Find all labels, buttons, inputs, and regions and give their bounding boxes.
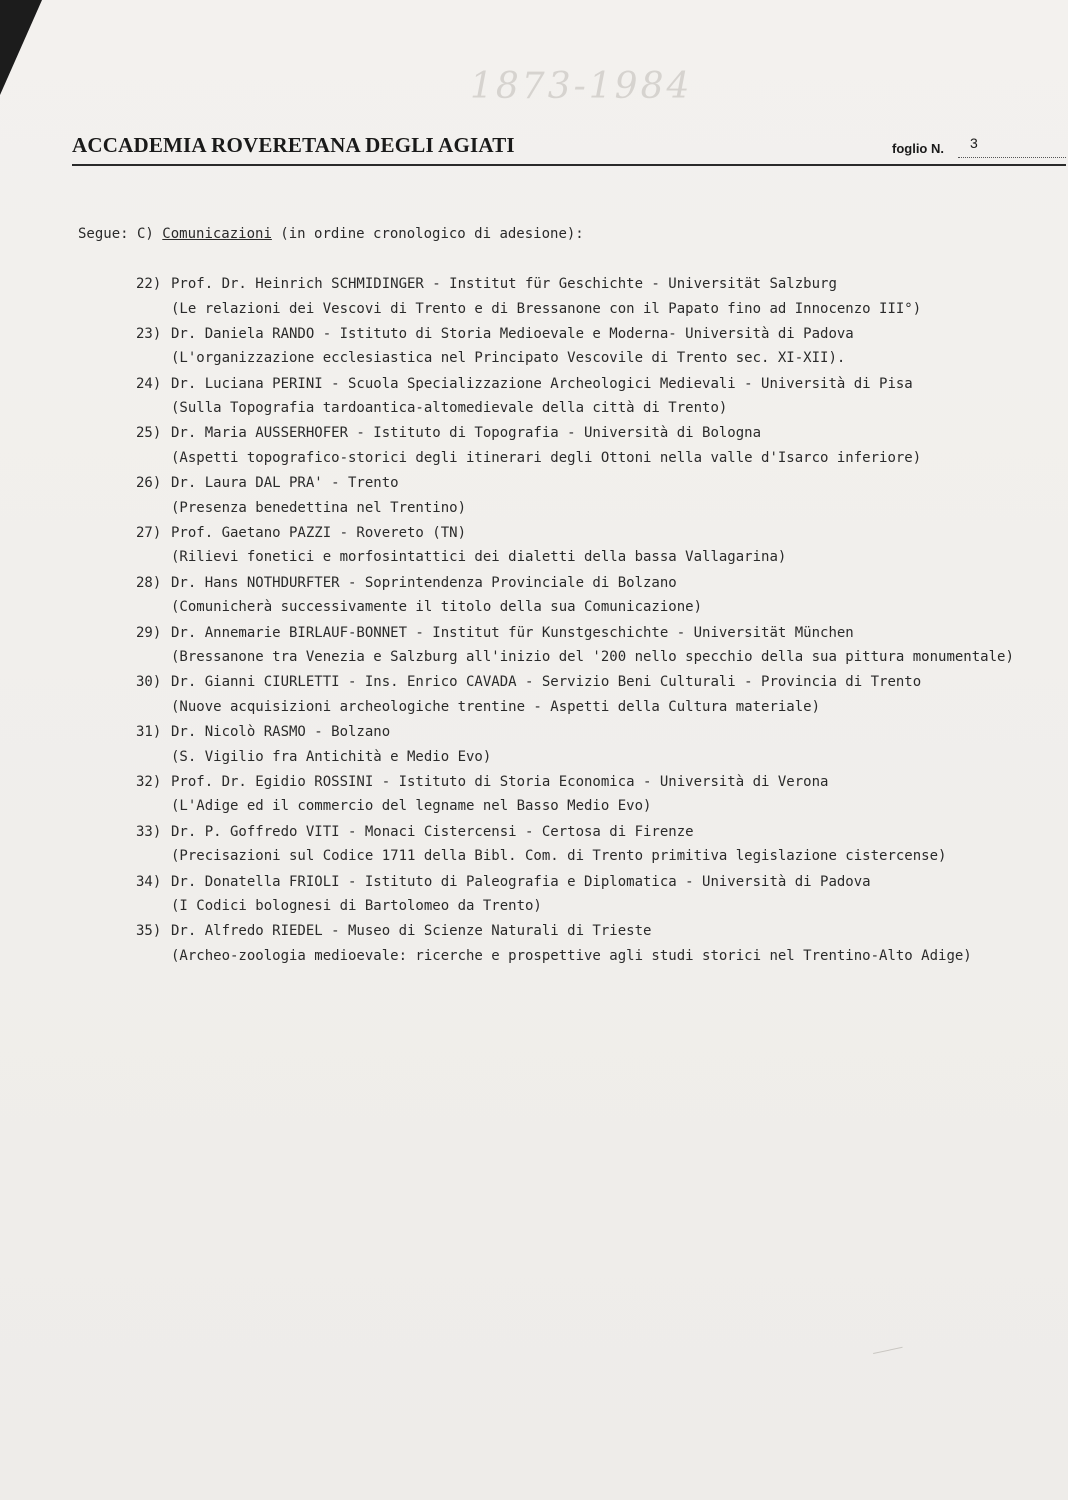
entry-title: (Aspetti topografico-storici degli itinerari degli Ottoni nella valle d'Isarco inferiore) bbox=[171, 449, 922, 466]
entry-speaker: Dr. Donatella FRIOLI - Istituto di Paleografia e Diplomatica - Università di Padova bbox=[171, 873, 871, 890]
entry-speaker: Dr. Laura DAL PRA' - Trento bbox=[171, 475, 399, 492]
intro-suffix: (in ordine cronologico di adesione): bbox=[271, 226, 584, 242]
communications-list bbox=[136, 276, 1056, 973]
entry-speaker: Dr. Hans NOTHDURFTER - Soprintendenza Provinciale di Bolzano bbox=[171, 574, 677, 591]
section-heading: Comunicazioni bbox=[162, 226, 272, 242]
entry-number: 26) bbox=[136, 475, 162, 492]
entry-title: (Rilievi fonetici e morfosintattici dei dialetti della bassa Vallagarina) bbox=[171, 549, 787, 566]
header-rule bbox=[72, 164, 1066, 166]
entry-number: 32) bbox=[136, 773, 162, 790]
entry-title: (Archeo-zoologia medioevale: ricerche e prospettive agli studi storici nel Trentino-Alto Adige) bbox=[171, 947, 972, 964]
pencil-annotation: 1873-1984 bbox=[470, 66, 693, 107]
list-item bbox=[136, 425, 1056, 475]
entry-speaker: Dr. Daniela RANDO - Istituto di Storia Medioevale e Moderna- Università di Padova bbox=[171, 325, 854, 342]
list-item bbox=[136, 575, 1056, 625]
entry-speaker: Dr. Alfredo RIEDEL - Museo di Scienze Naturali di Trieste bbox=[171, 923, 652, 940]
entry-title: (I Codici bolognesi di Bartolomeo da Trento) bbox=[171, 898, 542, 915]
pencil-mark bbox=[871, 1339, 902, 1354]
entry-speaker: Dr. Luciana PERINI - Scuola Specializzazione Archeologici Medievali - Università di Pisa bbox=[171, 375, 913, 392]
entry-title: (Le relazioni dei Vescovi di Trento e di Bressanone con il Papato fino ad Innocenzo III°) bbox=[171, 300, 922, 317]
entry-number: 24) bbox=[136, 375, 162, 392]
sheet-label: foglio N. bbox=[892, 141, 944, 156]
entry-title: (Sulla Topografia tardoantica-altomedievale della città di Trento) bbox=[171, 400, 728, 417]
list-item bbox=[136, 326, 1056, 376]
entry-speaker: Dr. Nicolò RASMO - Bolzano bbox=[171, 724, 391, 741]
entry-number: 23) bbox=[136, 325, 162, 342]
list-item bbox=[136, 276, 1056, 326]
intro-prefix: Segue: C) bbox=[78, 226, 163, 242]
entry-speaker: Prof. Dr. Egidio ROSSINI - Istituto di Storia Economica - Università di Verona bbox=[171, 773, 829, 790]
entry-number: 31) bbox=[136, 724, 162, 741]
list-item bbox=[136, 674, 1056, 724]
list-item bbox=[136, 923, 1056, 973]
letterhead-title: ACCADEMIA ROVERETANA DEGLI AGIATI bbox=[72, 133, 515, 157]
entry-number: 27) bbox=[136, 524, 162, 541]
list-item bbox=[136, 525, 1056, 575]
entry-title: (Precisazioni sul Codice 1711 della Bibl. Com. di Trento primitiva legislazione cistercense) bbox=[171, 848, 947, 865]
list-item bbox=[136, 475, 1056, 525]
list-item bbox=[136, 824, 1056, 874]
entry-number: 22) bbox=[136, 276, 162, 292]
entry-title: (Nuove acquisizioni archeologiche trentine - Aspetti della Cultura materiale) bbox=[171, 698, 821, 715]
entry-title: (L'Adige ed il commercio del legname nel Basso Medio Evo) bbox=[171, 798, 652, 815]
entry-number: 29) bbox=[136, 624, 162, 641]
entry-number: 35) bbox=[136, 923, 162, 940]
dark-corner-fold bbox=[0, 0, 42, 95]
list-item bbox=[136, 874, 1056, 924]
entry-number: 33) bbox=[136, 823, 162, 840]
entry-title: (Comunicherà successivamente il titolo della sua Comunicazione) bbox=[171, 599, 703, 616]
sheet-number: 3 bbox=[970, 135, 978, 151]
entry-title: (Presenza benedettina nel Trentino) bbox=[171, 499, 467, 516]
section-intro bbox=[78, 226, 584, 242]
entry-number: 25) bbox=[136, 425, 162, 442]
entry-speaker: Dr. P. Goffredo VITI - Monaci Cistercensi - Certosa di Firenze bbox=[171, 823, 694, 840]
entry-number: 30) bbox=[136, 674, 162, 691]
entry-speaker: Dr. Maria AUSSERHOFER - Istituto di Topografia - Università di Bologna bbox=[171, 425, 762, 442]
entry-speaker: Dr. Gianni CIURLETTI - Ins. Enrico CAVADA - Servizio Beni Culturali - Provincia di Trento bbox=[171, 674, 922, 691]
entry-title: (Bressanone tra Venezia e Salzburg all'inizio del '200 nello specchio della sua pittura monumentale) bbox=[171, 649, 1014, 666]
list-item bbox=[136, 774, 1056, 824]
entry-number: 28) bbox=[136, 574, 162, 591]
entry-speaker: Prof. Gaetano PAZZI - Rovereto (TN) bbox=[171, 524, 467, 541]
entry-title: (L'organizzazione ecclesiastica nel Principato Vescovile di Trento sec. XI-XII). bbox=[171, 350, 846, 367]
sheet-number-dotted-line bbox=[958, 157, 1066, 158]
entry-number: 34) bbox=[136, 873, 162, 890]
entry-speaker: Prof. Dr. Heinrich SCHMIDINGER - Institut für Geschichte - Universität Salzburg bbox=[171, 276, 837, 292]
list-item bbox=[136, 724, 1056, 774]
entry-title: (S. Vigilio fra Antichità e Medio Evo) bbox=[171, 748, 492, 765]
list-item bbox=[136, 376, 1056, 426]
list-item bbox=[136, 625, 1056, 675]
entry-speaker: Dr. Annemarie BIRLAUF-BONNET - Institut für Kunstgeschichte - Universität München bbox=[171, 624, 854, 641]
